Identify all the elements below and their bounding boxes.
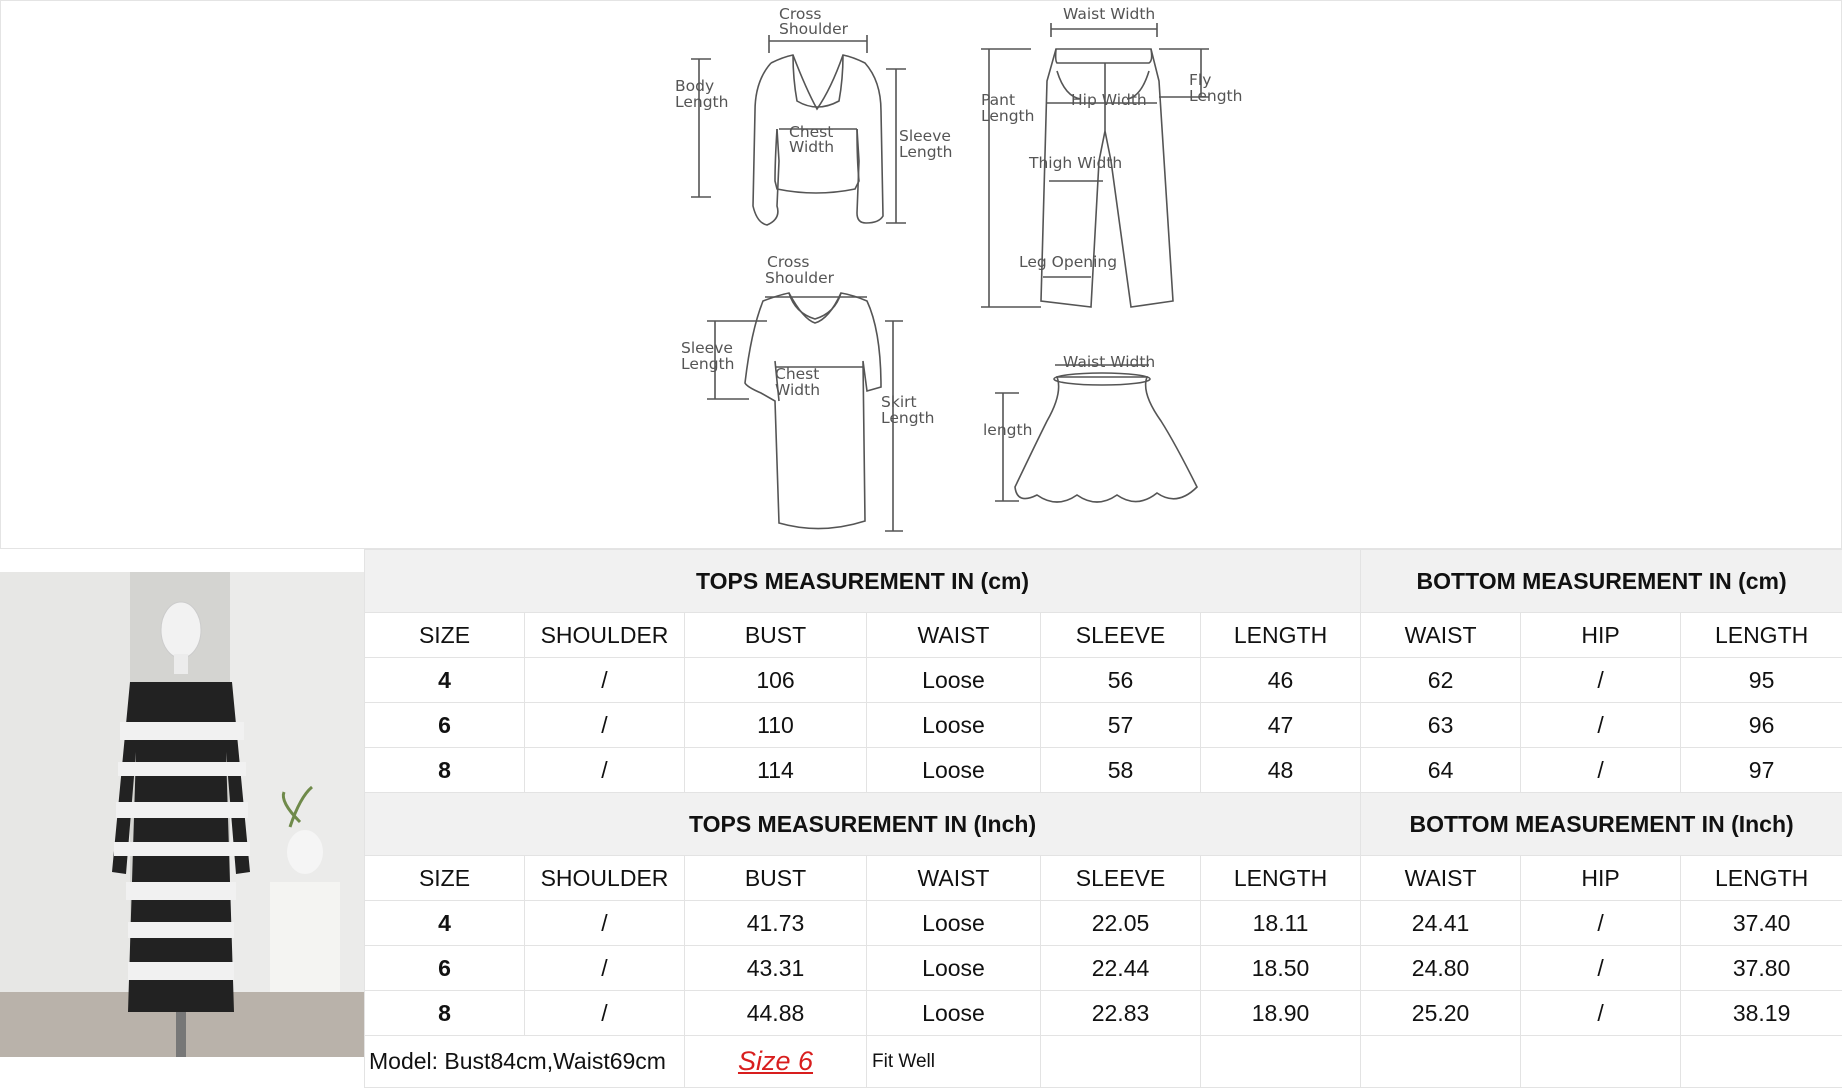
table-cell: 37.40 <box>1681 901 1842 946</box>
table-cell: 37.80 <box>1681 946 1842 991</box>
size-cell: 8 <box>365 748 525 793</box>
table-cell: Loose <box>867 946 1041 991</box>
size-chart-table <box>364 549 1842 1088</box>
dress-sleeve-length-label: Sleeve Length <box>681 339 734 373</box>
pant-hip-width-label: Hip Width <box>1071 91 1147 109</box>
table-cell: / <box>525 703 685 748</box>
model-size-cell <box>685 1036 867 1088</box>
empty-cell <box>1521 1036 1681 1088</box>
table-cell: / <box>525 748 685 793</box>
table-cell: / <box>525 946 685 991</box>
table-cell: 18.90 <box>1201 991 1361 1036</box>
table-cell: 47 <box>1201 703 1361 748</box>
col-bottom-length: LENGTH <box>1681 856 1842 901</box>
table-row <box>365 901 1842 946</box>
table-cell: 64 <box>1361 748 1521 793</box>
empty-cell <box>1361 1036 1521 1088</box>
cm-column-header-row <box>365 613 1842 658</box>
top-sleeve-length-label: Sleeve Length <box>899 127 952 161</box>
inch-header-row <box>365 793 1842 856</box>
table-cell: 43.31 <box>685 946 867 991</box>
col-bottom-waist: WAIST <box>1361 856 1521 901</box>
table-row <box>365 658 1842 703</box>
col-waist: WAIST <box>867 613 1041 658</box>
pant-leg-opening-label: Leg Opening <box>1019 253 1117 271</box>
table-row <box>365 703 1842 748</box>
col-hip: HIP <box>1521 856 1681 901</box>
table-cell: / <box>525 991 685 1036</box>
table-cell: 96 <box>1681 703 1842 748</box>
cm-header-row <box>365 550 1842 613</box>
garment-diagrams-svg <box>671 1 1271 550</box>
size-cell: 6 <box>365 946 525 991</box>
table-cell: 97 <box>1681 748 1842 793</box>
table-cell: Loose <box>867 991 1041 1036</box>
table-cell: / <box>1521 901 1681 946</box>
table-cell: / <box>525 658 685 703</box>
model-measurements: Model: Bust84cm,Waist69cm <box>365 1036 685 1088</box>
empty-cell <box>1201 1036 1361 1088</box>
dress-garment-outline <box>745 293 881 529</box>
table-row <box>365 946 1842 991</box>
table-cell: 44.88 <box>685 991 867 1036</box>
table-row <box>365 991 1842 1036</box>
col-shoulder: SHOULDER <box>525 856 685 901</box>
table-cell: 95 <box>1681 658 1842 703</box>
col-bust: BUST <box>685 856 867 901</box>
model-photo-illustration <box>0 572 364 1057</box>
table-cell: 58 <box>1041 748 1201 793</box>
table-cell: 110 <box>685 703 867 748</box>
col-bottom-length: LENGTH <box>1681 613 1842 658</box>
model-size: Size 6 <box>738 1046 813 1076</box>
table-cell: Loose <box>867 703 1041 748</box>
table-cell: 56 <box>1041 658 1201 703</box>
fit-note: Fit Well <box>867 1036 1041 1088</box>
col-bust: BUST <box>685 613 867 658</box>
size-chart <box>364 549 1842 1078</box>
table-cell: / <box>525 901 685 946</box>
col-bottom-waist: WAIST <box>1361 613 1521 658</box>
table-cell: 22.44 <box>1041 946 1201 991</box>
skirt-length-label: length <box>983 421 1032 439</box>
col-size: SIZE <box>365 856 525 901</box>
table-cell: 24.41 <box>1361 901 1521 946</box>
top-body-length-label: Body Length <box>675 77 728 111</box>
table-cell: 114 <box>685 748 867 793</box>
empty-cell <box>1041 1036 1201 1088</box>
skirt-waist-width-label: Waist Width <box>1063 353 1155 371</box>
pant-thigh-width-label: Thigh Width <box>1028 154 1122 172</box>
cm-bottom-title: BOTTOM MEASUREMENT IN (cm) <box>1361 550 1842 613</box>
col-sleeve: SLEEVE <box>1041 856 1201 901</box>
size-cell: 8 <box>365 991 525 1036</box>
table-cell: / <box>1521 748 1681 793</box>
pant-length-label: Pant Length <box>981 91 1034 125</box>
table-cell: 62 <box>1361 658 1521 703</box>
table-cell: / <box>1521 991 1681 1036</box>
dress-skirt-length-label: Skirt Length <box>881 393 934 427</box>
table-cell: / <box>1521 703 1681 748</box>
table-cell: / <box>1521 946 1681 991</box>
size-cell: 6 <box>365 703 525 748</box>
table-cell: 22.05 <box>1041 901 1201 946</box>
inch-column-header-row <box>365 856 1842 901</box>
inch-tops-title: TOPS MEASUREMENT IN (Inch) <box>365 793 1361 856</box>
col-size: SIZE <box>365 613 525 658</box>
col-length: LENGTH <box>1201 856 1361 901</box>
col-waist: WAIST <box>867 856 1041 901</box>
pant-fly-length-label: Fly Length <box>1189 71 1242 105</box>
dress-cross-shoulder-label: Cross Shoulder <box>765 253 835 287</box>
skirt-garment-outline <box>1015 377 1197 502</box>
col-sleeve: SLEEVE <box>1041 613 1201 658</box>
table-cell: 18.50 <box>1201 946 1361 991</box>
col-length: LENGTH <box>1201 613 1361 658</box>
inch-bottom-title: BOTTOM MEASUREMENT IN (Inch) <box>1361 793 1842 856</box>
pant-waist-width-label: Waist Width <box>1063 5 1155 23</box>
cm-tops-title: TOPS MEASUREMENT IN (cm) <box>365 550 1361 613</box>
size-cell: 4 <box>365 658 525 703</box>
model-info-row <box>365 1036 1842 1088</box>
table-cell: 48 <box>1201 748 1361 793</box>
table-cell: 41.73 <box>685 901 867 946</box>
table-cell: / <box>1521 658 1681 703</box>
table-cell: 57 <box>1041 703 1201 748</box>
col-hip: HIP <box>1521 613 1681 658</box>
top-cross-shoulder-label: Cross Shoulder <box>779 5 849 38</box>
model-photo <box>0 572 364 1057</box>
table-cell: 22.83 <box>1041 991 1201 1036</box>
top-chest-width-label: Chest Width <box>789 123 834 156</box>
table-row <box>365 748 1842 793</box>
garment-diagrams <box>671 1 1271 550</box>
table-cell: Loose <box>867 748 1041 793</box>
size-cell: 4 <box>365 901 525 946</box>
table-cell: 106 <box>685 658 867 703</box>
col-shoulder: SHOULDER <box>525 613 685 658</box>
dress-chest-width-label: Chest Width <box>775 365 820 399</box>
table-cell: Loose <box>867 901 1041 946</box>
table-cell: 63 <box>1361 703 1521 748</box>
striped-dress <box>112 682 250 1012</box>
empty-cell <box>1681 1036 1842 1088</box>
table-cell: 24.80 <box>1361 946 1521 991</box>
table-cell: 25.20 <box>1361 991 1521 1036</box>
table-cell: 18.11 <box>1201 901 1361 946</box>
table-cell: 46 <box>1201 658 1361 703</box>
table-cell: 38.19 <box>1681 991 1842 1036</box>
table-cell: Loose <box>867 658 1041 703</box>
